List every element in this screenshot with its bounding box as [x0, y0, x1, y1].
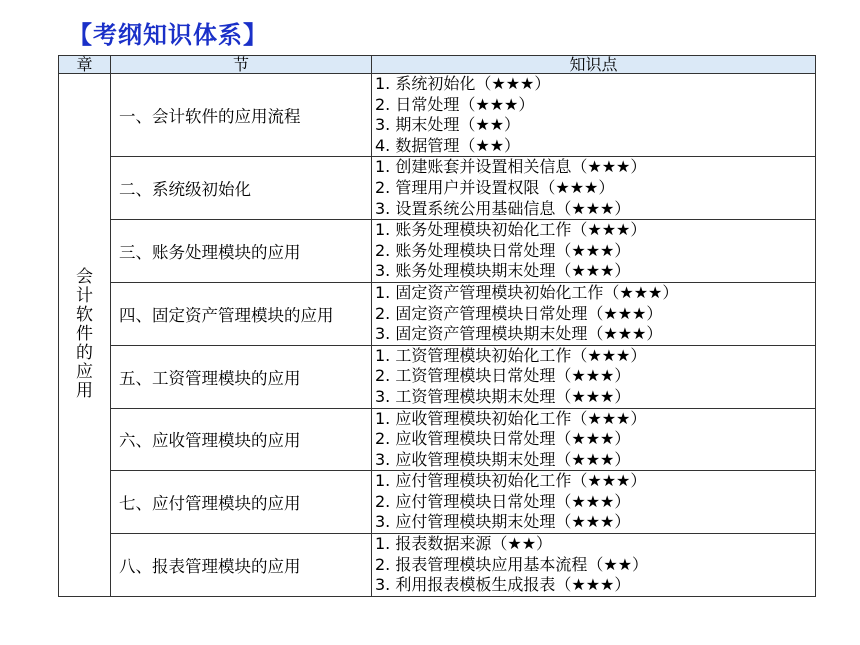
table-row [59, 282, 816, 345]
header-chapter: 章 [59, 56, 111, 74]
chapter-cell [59, 74, 111, 597]
table-row [59, 345, 816, 408]
header-section: 节 [111, 56, 372, 74]
section-name: 六、应收管理模块的应用 [111, 408, 372, 471]
knowledge-point: 3. 固定资产管理模块期末处理（★★★） [375, 324, 663, 344]
knowledge-point: 1. 报表数据来源（★★） [375, 534, 553, 554]
page-title: 【考纲知识体系】 [68, 21, 268, 49]
knowledge-points-cell [372, 345, 816, 408]
knowledge-point: 2. 账务处理模块日常处理（★★★） [375, 240, 631, 260]
knowledge-point: 1. 创建账套并设置相关信息（★★★） [375, 157, 647, 177]
knowledge-point: 1. 系统初始化（★★★） [375, 74, 551, 93]
knowledge-points-list [375, 74, 815, 156]
knowledge-points-cell [372, 220, 816, 283]
knowledge-points-cell [372, 471, 816, 534]
knowledge-point: 2. 应付管理模块日常处理（★★★） [375, 491, 631, 511]
knowledge-point: 2. 应收管理模块日常处理（★★★） [375, 429, 631, 449]
section-name: 二、系统级初始化 [111, 157, 372, 220]
knowledge-point: 3. 利用报表模板生成报表（★★★） [375, 575, 631, 595]
section-name: 八、报表管理模块的应用 [111, 534, 372, 597]
knowledge-point: 2. 管理用户并设置权限（★★★） [375, 177, 615, 197]
knowledge-point: 1. 应付管理模块初始化工作（★★★） [375, 471, 647, 491]
header-points: 知识点 [372, 56, 816, 74]
table-row [59, 157, 816, 220]
section-name: 五、工资管理模块的应用 [111, 345, 372, 408]
table-row [59, 534, 816, 597]
section-name: 七、应付管理模块的应用 [111, 471, 372, 534]
chapter-label: 会计软件的应用 [76, 267, 93, 402]
knowledge-point: 3. 工资管理模块期末处理（★★★） [375, 386, 631, 406]
knowledge-point: 3. 设置系统公用基础信息（★★★） [375, 198, 631, 218]
knowledge-points-list [375, 157, 815, 219]
section-name: 三、账务处理模块的应用 [111, 220, 372, 283]
knowledge-points-list [375, 346, 815, 408]
section-name: 四、固定资产管理模块的应用 [111, 282, 372, 345]
knowledge-points-list [375, 409, 815, 471]
table-header-row [59, 56, 816, 74]
knowledge-points-cell [372, 74, 816, 157]
knowledge-point: 1. 固定资产管理模块初始化工作（★★★） [375, 282, 679, 302]
knowledge-point: 2. 固定资产管理模块日常处理（★★★） [375, 303, 663, 323]
knowledge-points-cell [372, 408, 816, 471]
knowledge-points-cell [372, 282, 816, 345]
knowledge-point: 2. 报表管理模块应用基本流程（★★） [375, 554, 649, 574]
knowledge-points-list [375, 471, 815, 533]
knowledge-point: 1. 账务处理模块初始化工作（★★★） [375, 220, 647, 240]
knowledge-points-cell [372, 157, 816, 220]
knowledge-point: 1. 工资管理模块初始化工作（★★★） [375, 345, 647, 365]
knowledge-point: 4. 数据管理（★★） [375, 135, 521, 155]
knowledge-points-cell [372, 534, 816, 597]
table-row [59, 471, 816, 534]
table-row [59, 220, 816, 283]
table-body [59, 74, 816, 597]
knowledge-point: 3. 账务处理模块期末处理（★★★） [375, 261, 631, 281]
knowledge-point: 2. 日常处理（★★★） [375, 94, 535, 114]
section-name: 一、会计软件的应用流程 [111, 74, 372, 157]
knowledge-points-list [375, 283, 815, 345]
table-row [59, 408, 816, 471]
knowledge-points-list [375, 220, 815, 282]
syllabus-table [58, 55, 816, 597]
knowledge-point: 3. 应收管理模块期末处理（★★★） [375, 449, 631, 469]
knowledge-point: 3. 期末处理（★★） [375, 115, 521, 135]
knowledge-point: 2. 工资管理模块日常处理（★★★） [375, 366, 631, 386]
knowledge-point: 3. 应付管理模块期末处理（★★★） [375, 512, 631, 532]
knowledge-points-list [375, 534, 815, 596]
table-row [59, 74, 816, 157]
knowledge-point: 1. 应收管理模块初始化工作（★★★） [375, 408, 647, 428]
